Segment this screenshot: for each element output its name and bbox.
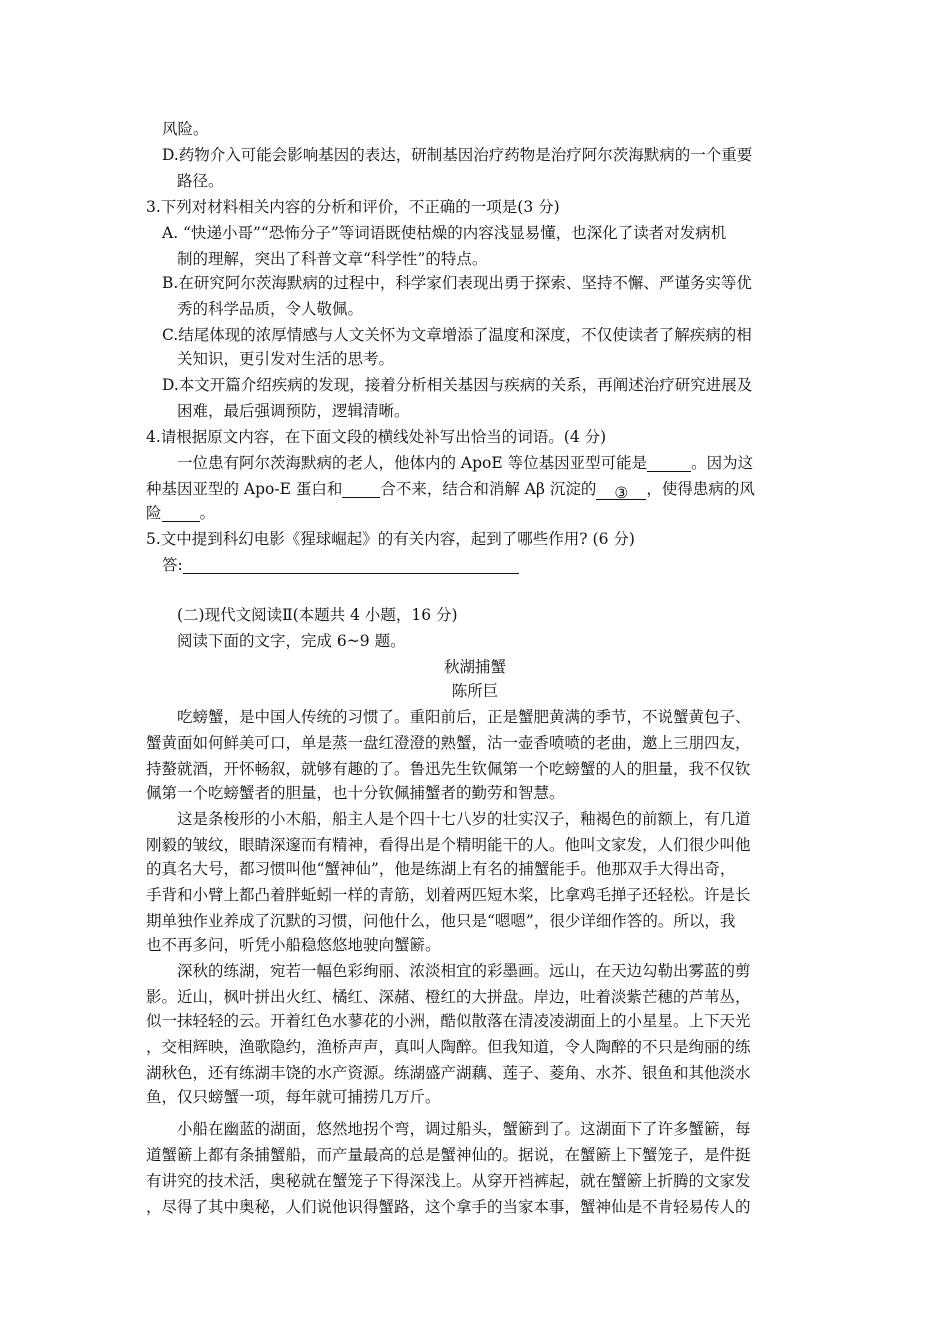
option-d-line-1: D.药物介入可能会影响基因的表达，研制基因治疗药物是治疗阿尔茨海默病的一个重要 xyxy=(162,146,753,164)
section-instruction: 阅读下面的文字，完成 6~9 题。 xyxy=(177,632,406,650)
question-5-stem: 5.文中提到科幻电影《猩球崛起》的有关内容，起到了哪些作用? (6 分) xyxy=(146,530,635,548)
answer-blank[interactable] xyxy=(183,556,519,574)
q4-text: 。 xyxy=(199,504,216,522)
fill-blank-4[interactable] xyxy=(162,504,200,522)
passage-line: 似一抹轻轻的云。开着红色水蓼花的小洲，酷似散落在清凌凌湖面上的小星星。上下天光 xyxy=(146,1012,751,1030)
q4-passage-line-3 xyxy=(146,502,215,524)
q4-text: 险 xyxy=(146,504,162,522)
option-d-line-2: 路径。 xyxy=(177,172,224,190)
passage-line: 深秋的练湖，宛若一幅色彩绚丽、浓淡相宜的彩墨画。远山，在天边勾勒出雾蓝的剪 xyxy=(177,962,751,980)
option-c-continuation: 风险。 xyxy=(162,120,209,138)
fill-blank-3[interactable] xyxy=(596,482,646,500)
q3-option-b-line-1: B.在研究阿尔茨海默病的过程中，科学家们表现出勇于探索、坚持不懈、严谨务实等优 xyxy=(162,274,752,292)
q3-option-b-line-2: 秀的科学品质，令人敬佩。 xyxy=(177,300,364,318)
q4-text: 种基因亚型的 Apo-E 蛋白和 xyxy=(146,480,343,498)
passage-line: 手背和小臂上都凸着胖蚯蚓一样的青筋，划着两匹短木桨，比拿鸡毛掸子还轻松。许是长 xyxy=(146,886,751,904)
passage-line: 鱼，仅只螃蟹一项，每年就可捕捞几万斤。 xyxy=(146,1088,441,1106)
q4-text: 一位患有阿尔茨海默病的老人，他体内的 ApoE 等位基因亚型可能是 xyxy=(177,454,648,472)
q4-passage-line-2 xyxy=(146,478,755,500)
question-4-stem: 4.请根据原文内容，在下面文段的横线处补写出恰当的词语。(4 分) xyxy=(146,428,607,446)
passage-line: 持螯就酒，开怀畅叙，就够有趣的了。鲁迅先生钦佩第一个吃螃蟹的人的胆量，我不仅钦 xyxy=(146,760,751,778)
passage-line: ，尽得了其中奥秘，人们说他识得蟹路，这个拿手的当家本事，蟹神仙是不肯轻易传人的 xyxy=(146,1198,751,1216)
q3-option-c-line-2: 关知识，更引发对生活的思考。 xyxy=(177,350,395,368)
question-3-stem: 3.下列对材料相关内容的分析和评价，不正确的一项是(3 分) xyxy=(146,198,560,216)
passage-line: 有讲究的技术活，奥秘就在蟹笼子下得深浅上。从穿开裆裤起，就在蟹簖上折腾的文家发 xyxy=(146,1172,751,1190)
fill-blank-1[interactable] xyxy=(647,454,691,472)
passage-line: 这是条梭形的小木船，船主人是个四十七八岁的壮实汉子，釉褐色的前额上，有几道 xyxy=(177,810,751,828)
passage-line: ，交相辉映，渔歌隐约，渔桥声声，真叫人陶醉。但我知道，令人陶醉的不只是绚丽的练 xyxy=(146,1038,751,1056)
q3-option-a-line-1: A. “快递小哥”“恐怖分子”等词语既使枯燥的内容浅显易懂，也深化了读者对发病机 xyxy=(162,224,727,242)
passage-line: 期单独作业养成了沉默的习惯，问他什么，他只是“嗯嗯”，很少详细作答的。所以，我 xyxy=(146,912,736,930)
q5-answer-line xyxy=(162,554,519,576)
passage-line: 湖秋色，还有练湖丰饶的水产资源。练湖盛产湖藕、莲子、菱角、水芥、银鱼和其他淡水 xyxy=(146,1064,751,1082)
passage-title: 秋湖捕蟹 xyxy=(443,658,506,676)
q3-option-d-line-2: 困难，最后强调预防，逻辑清晰。 xyxy=(177,402,410,420)
passage-line: 小船在幽蓝的湖面，悠然地拐个弯，调过船头，蟹簖到了。这湖面下了许多蟹簖，每 xyxy=(177,1120,751,1138)
q4-passage-line-1 xyxy=(177,452,753,474)
fill-blank-2[interactable] xyxy=(342,480,380,498)
passage-line: 影。近山，枫叶拼出火红、橘红、深赭、橙红的大拼盘。岸边，吐着淡紫芒穗的芦苇丛， xyxy=(146,988,751,1006)
passage-line: 吃螃蟹，是中国人传统的习惯了。重阳前后，正是蟹肥黄满的季节，不说蟹黄包子、 xyxy=(177,708,751,726)
passage-line: 道蟹簖上都有条捕蟹船，而产量最高的总是蟹神仙的。据说，在蟹簖上下蟹笼子，是件挺 xyxy=(146,1146,751,1164)
passage-line: 蟹黄面如何鲜美可口，单是蒸一盘红澄澄的熟蟹，沽一壶香喷喷的老曲，邀上三朋四友， xyxy=(146,734,751,752)
passage-line: 的真名大号，都习惯叫他“蟹神仙”，他是练湖上有名的捕蟹能手。他那双手大得出奇， xyxy=(146,860,736,878)
q4-text: 合不来，结合和消解 Aβ 沉淀的 xyxy=(380,480,597,498)
section-heading: (二)现代文阅读Ⅱ(本题共 4 小题，16 分) xyxy=(177,606,458,624)
passage-line: 佩第一个吃螃蟹者的胆量，也十分钦佩捕蟹者的勤劳和智慧。 xyxy=(146,784,565,802)
q3-option-d-line-1: D.本文开篇介绍疾病的发现，接着分析相关基因与疾病的关系，再阐述治疗研究进展及 xyxy=(162,376,753,394)
q4-text: ，使得患病的风 xyxy=(646,480,755,498)
q3-option-c-line-1: C.结尾体现的浓厚情感与人文关怀为文章增添了温度和深度，不仅使读者了解疾病的相 xyxy=(162,326,752,344)
passage-line: 刚毅的皱纹，眼睛深邃而有精神，看得出是个精明能干的人。他叫文家发，人们很少叫他 xyxy=(146,836,751,854)
q4-text: 。因为这 xyxy=(691,454,754,472)
q3-option-a-line-2: 制的理解，突出了科普文章“科学性”的特点。 xyxy=(177,250,488,268)
blank-marker: ③ xyxy=(614,484,629,502)
passage-line: 也不再多问，听凭小船稳悠悠地驶向蟹簖。 xyxy=(146,936,441,954)
passage-author: 陈所巨 xyxy=(451,682,499,700)
answer-label: 答: xyxy=(162,556,183,574)
